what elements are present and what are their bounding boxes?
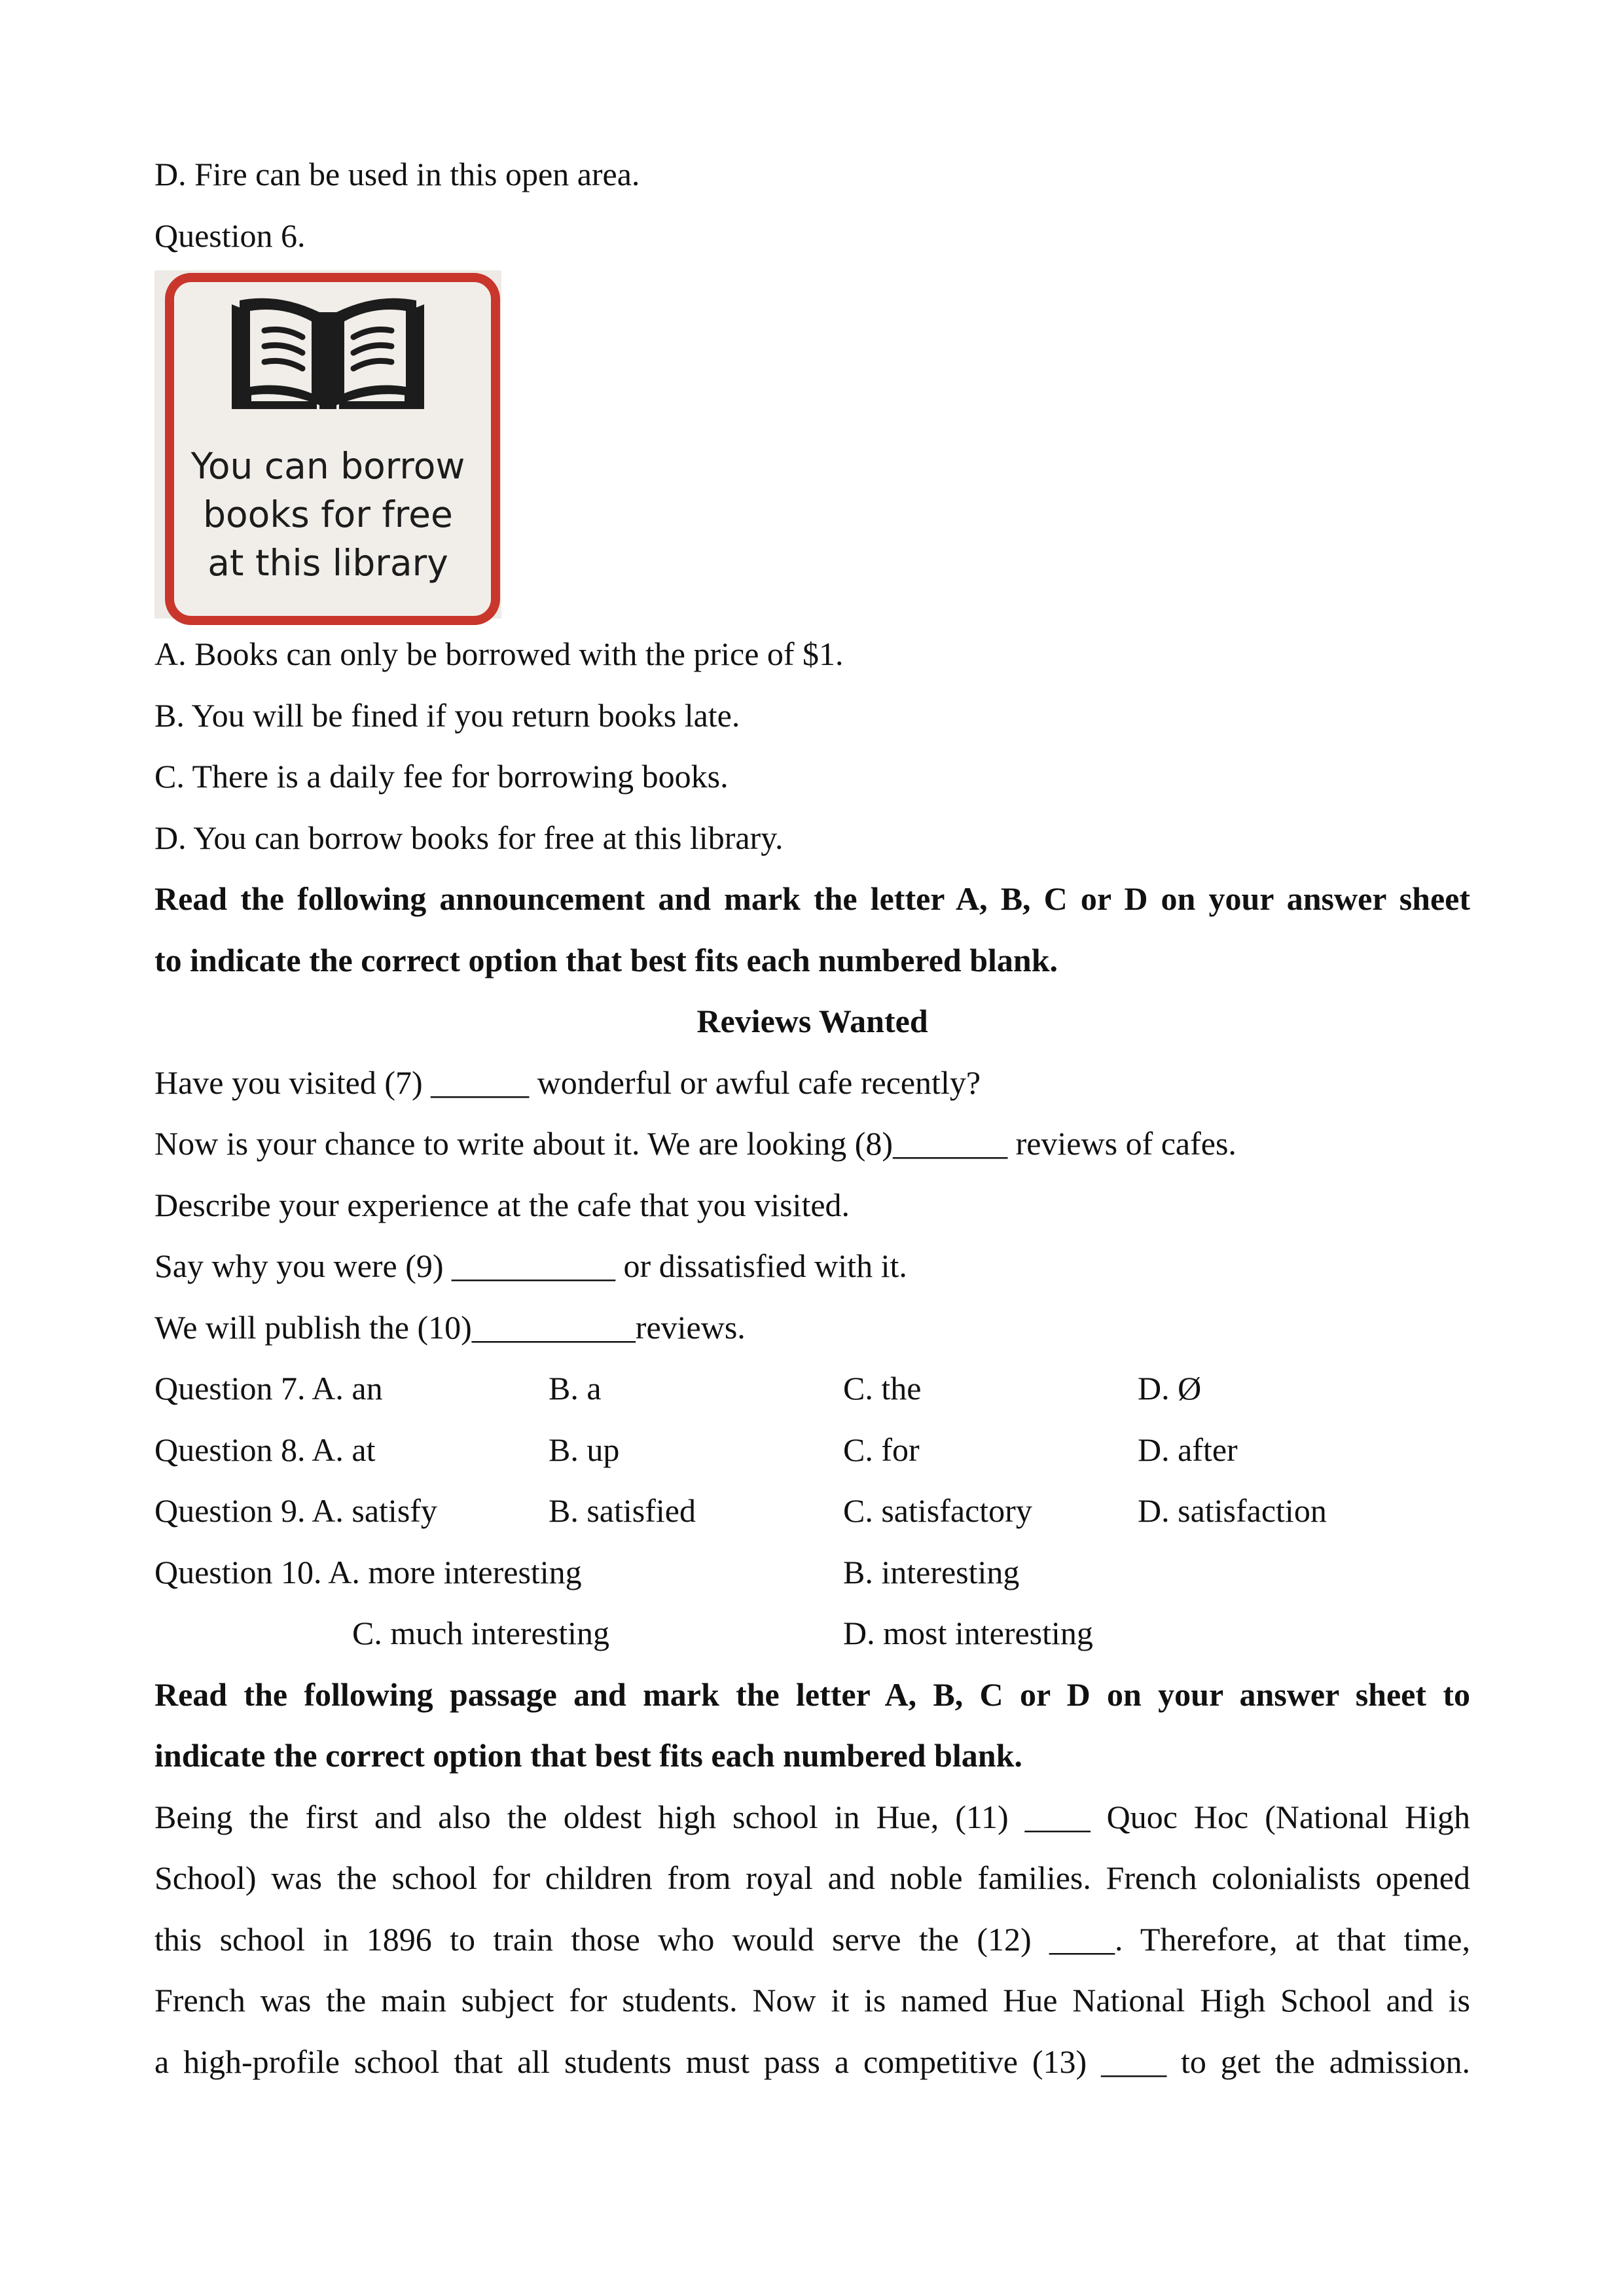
q8-option-a: Question 8. A. at	[154, 1431, 376, 1468]
library-sign	[154, 270, 501, 619]
section3-instruction-line2: indicate the correct option that best fits each numbered blank.	[154, 1737, 1022, 1774]
announcement-line: Now is your chance to write about it. We are looking (8)_______ reviews of cafes.	[154, 1125, 1236, 1162]
q10-option-c: C. much interesting	[352, 1615, 609, 1651]
library-sign-image	[154, 270, 1470, 620]
q9-option-c: C. satisfactory	[843, 1492, 1032, 1529]
sign-text	[174, 442, 482, 587]
announcement-line: Have you visited (7) ______ wonderful or awful cafe recently?	[154, 1064, 981, 1101]
announcement-title: Reviews Wanted	[696, 1003, 928, 1039]
q7-option-b: B. a	[549, 1370, 602, 1407]
q8-option-d: D. after	[1138, 1431, 1238, 1468]
q6-option-c: C. There is a daily fee for borrowing books.	[154, 758, 729, 795]
q6-option-d: D. You can borrow books for free at this library.	[154, 819, 784, 856]
q6-option-b: B. You will be fined if you return books late.	[154, 696, 740, 734]
q8-option-b: B. up	[549, 1431, 620, 1468]
question-7-row	[154, 1358, 1470, 1420]
passage-line: this school in 1896 to train those who would serve the (12) ____. Therefore, at that time,	[154, 1920, 1470, 1958]
q9-option-d: D. satisfaction	[1138, 1492, 1327, 1529]
q7-option-c: C. the	[843, 1370, 922, 1407]
passage-line: Being the first and also the oldest high school in Hue, (11) ____ Quoc Hoc (National High	[154, 1798, 1470, 1835]
question-10-row-2	[154, 1603, 1470, 1664]
open-book-icon	[154, 270, 501, 440]
q7-option-a: Question 7. A. an	[154, 1370, 383, 1407]
section2-instruction-line2: to indicate the correct option that best fits each numbered blank.	[154, 941, 1058, 978]
passage-line: French was the main subject for students. Now it is named Hue National High School and is	[154, 1982, 1470, 2018]
passage-line: School) was the school for children from royal and noble families. French colonialists opened	[154, 1859, 1470, 1896]
document-page	[154, 144, 1470, 2092]
section3-instruction-line1: Read the following passage and mark the letter A, B, C or D on your answer sheet to	[154, 1676, 1470, 1713]
sign-line-3: at this library	[208, 542, 448, 584]
q10-option-a: Question 10. A. more interesting	[154, 1553, 582, 1590]
q9-option-a: Question 9. A. satisfy	[154, 1492, 437, 1529]
q6-option-a: A. Books can only be borrowed with the price of $1.	[154, 636, 844, 672]
sign-line-1: You can borrow	[190, 445, 465, 487]
question-10-row-1	[154, 1542, 1470, 1604]
q10-option-d: D. most interesting	[843, 1615, 1093, 1651]
q5-option-d: D. Fire can be used in this open area.	[154, 156, 640, 192]
announcement-line: Describe your experience at the cafe that you visited.	[154, 1186, 850, 1223]
announcement-line: We will publish the (10)__________reviews.	[154, 1308, 746, 1346]
passage-line: a high-profile school that all students must pass a competitive (13) ____ to get the admission.	[154, 2043, 1470, 2080]
q6-label: Question 6.	[154, 217, 306, 254]
question-9-row	[154, 1480, 1470, 1542]
question-8-row	[154, 1420, 1470, 1481]
announcement-line: Say why you were (9) __________ or dissatisfied with it.	[154, 1247, 907, 1284]
q10-option-b: B. interesting	[843, 1553, 1020, 1590]
sign-line-2: books for free	[203, 493, 453, 535]
section2-instruction-line1: Read the following announcement and mark the letter A, B, C or D on your answer sheet	[154, 880, 1470, 917]
q8-option-c: C. for	[843, 1431, 920, 1468]
q9-option-b: B. satisfied	[549, 1492, 696, 1529]
q7-option-d: D. Ø	[1138, 1370, 1202, 1407]
